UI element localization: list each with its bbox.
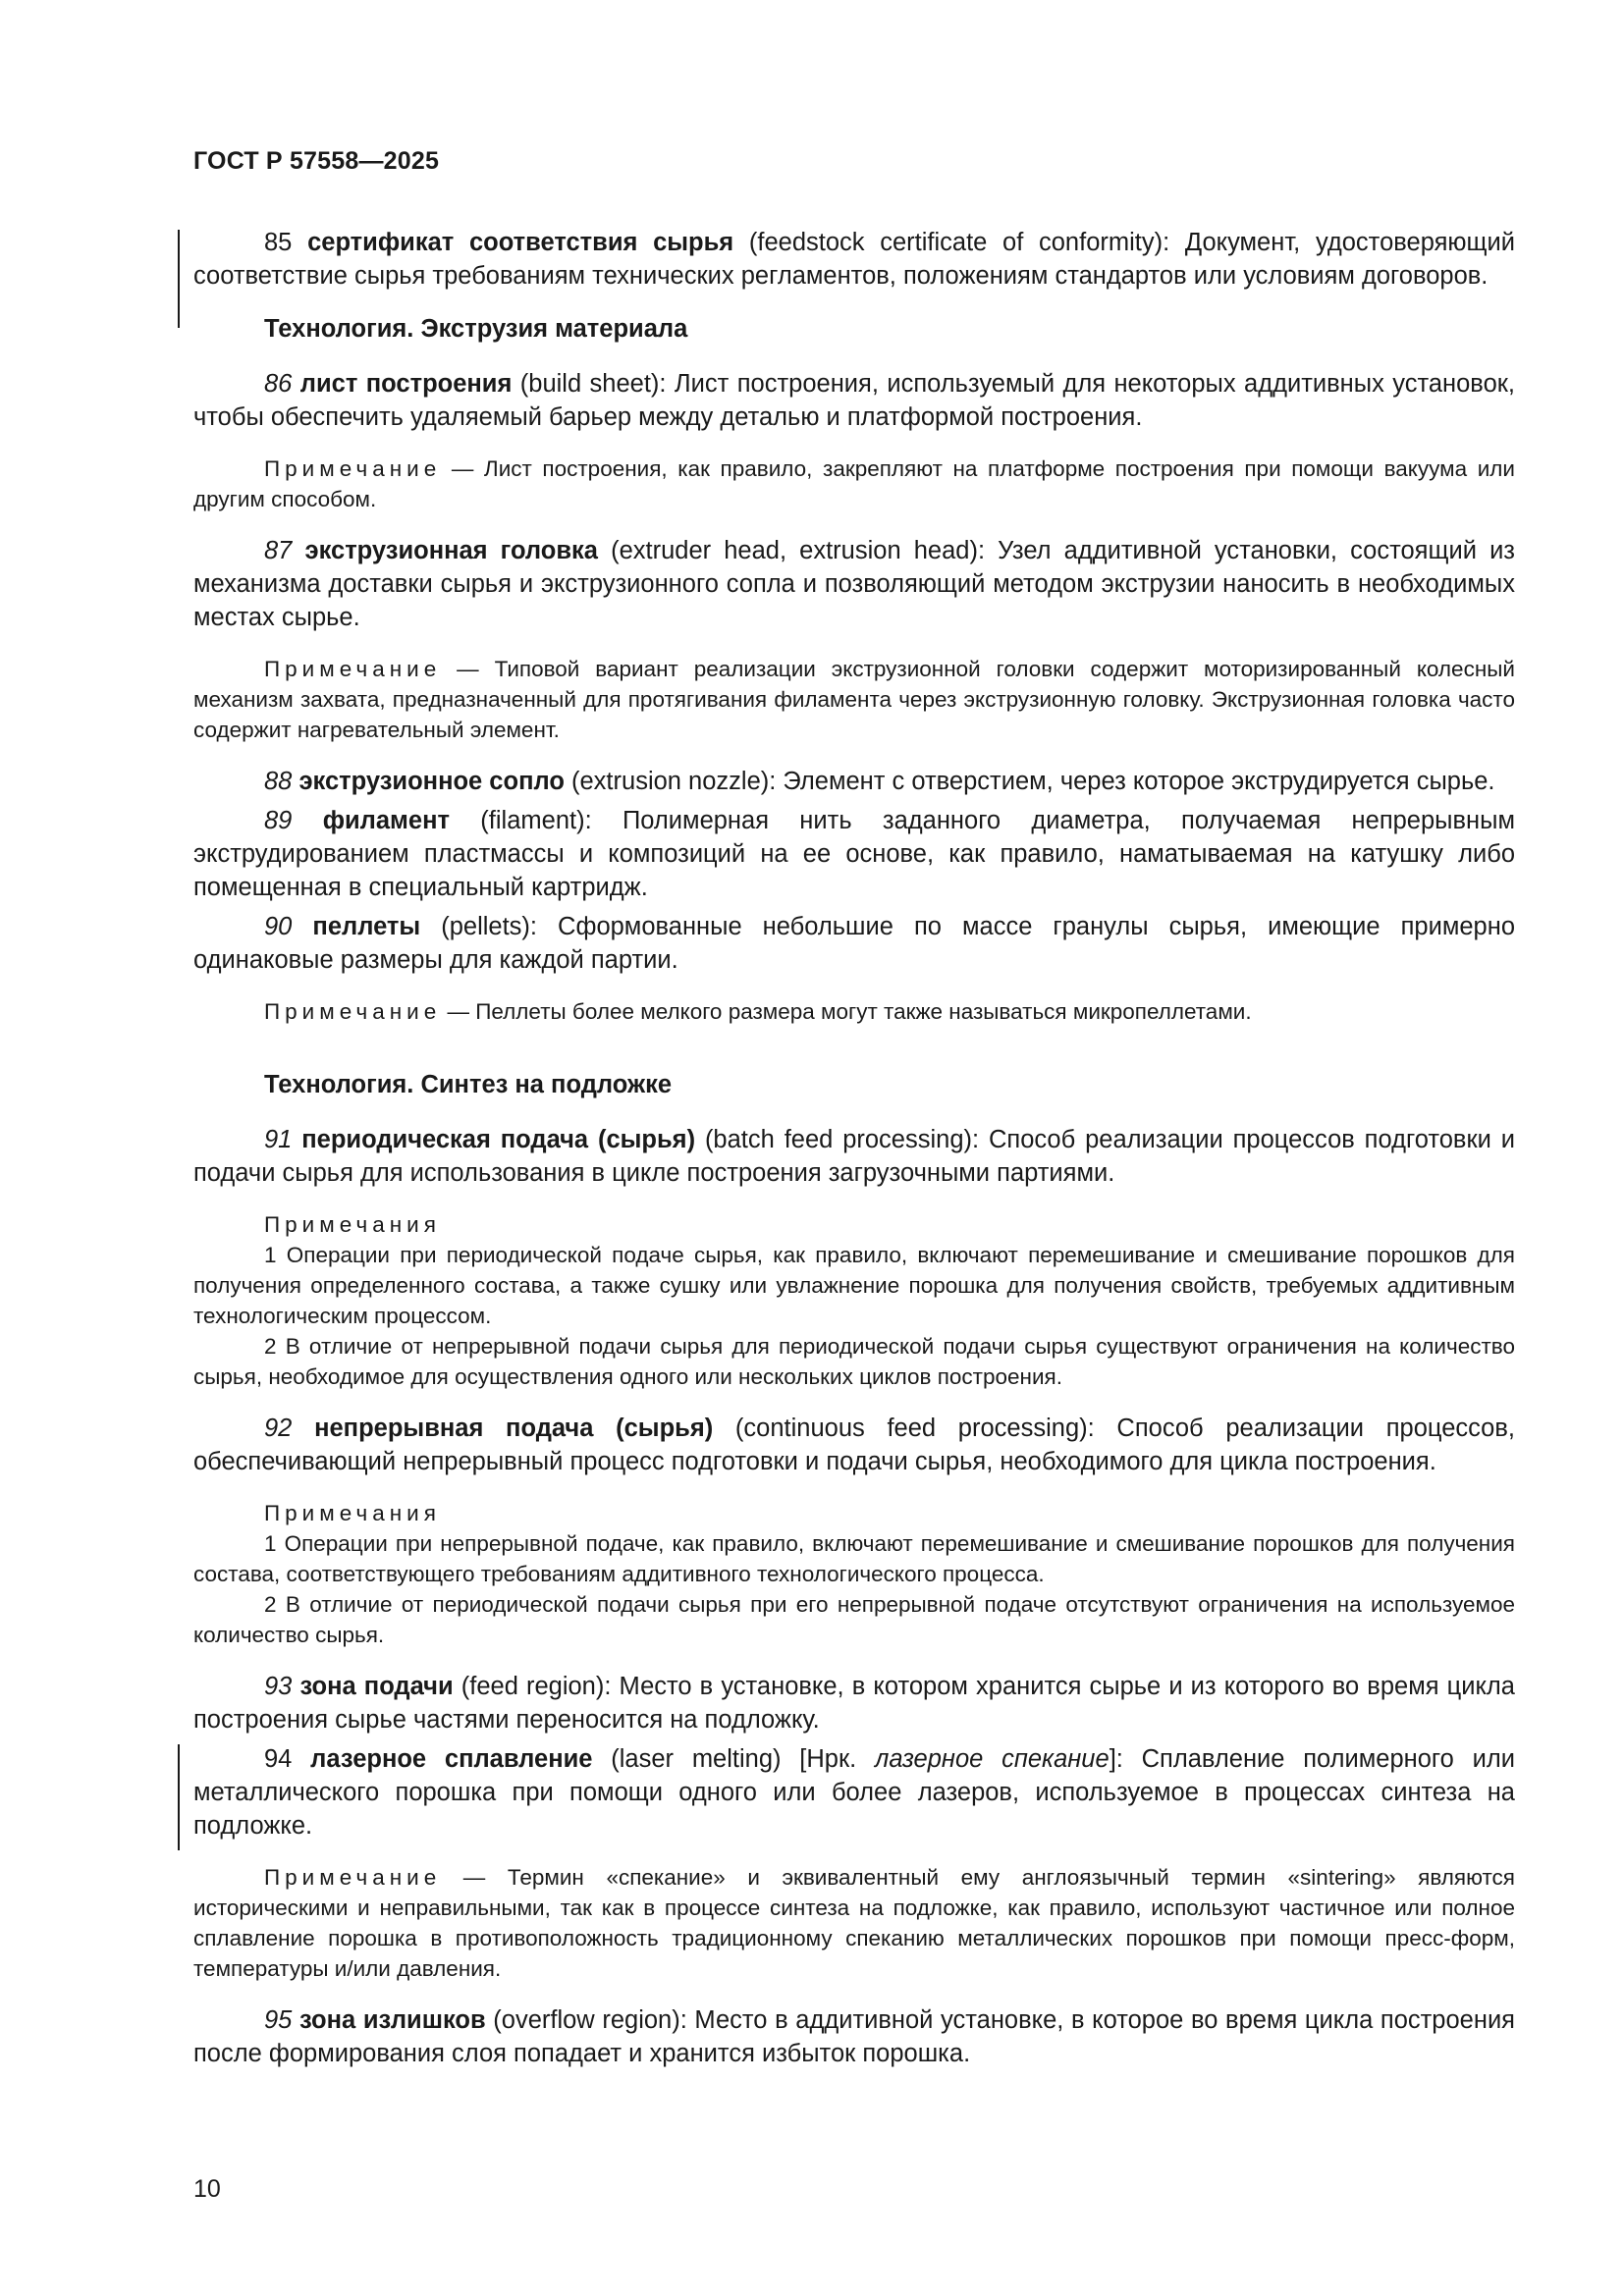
note-text: — Типовой вариант реализации экструзионной головки содержит моторизированный колесный механизм захвата, предназначенный для протягивания филамента через экструзионную головку. Экструзионная головка часто содержит нагревательный элемент. (193, 657, 1515, 742)
note-item: 1 Операции при непрерывной подаче, как правило, включают перемешивание и смешивание порошков для получения состава, соответствующего требованиям аддитивного технологического процесса. (193, 1531, 1515, 1586)
term-title: лазерное сплавление (310, 1745, 593, 1773)
page-number: 10 (193, 2175, 221, 2203)
term-definition-part: (laser melting) [Нрк. (592, 1745, 875, 1773)
term-title: периодическая подача (сырья) (301, 1126, 696, 1153)
term-number: 93 (264, 1673, 293, 1700)
section-heading-powder-bed: Технология. Синтез на подложке (264, 1071, 673, 1098)
term-entry-85 (193, 226, 1515, 293)
note-item: 2 В отличие от периодической подачи сырья при его непрерывной подаче отсутствуют ограничения на используемое количество сырья. (193, 1592, 1515, 1647)
term-title: зона подачи (299, 1673, 454, 1700)
term-number: 91 (264, 1126, 293, 1153)
term-number: 88 (264, 768, 293, 795)
term-entry-91 (193, 1123, 1515, 1190)
term-entry-87 (193, 534, 1515, 634)
note-text: — Лист построения, как правило, закрепляют на платформе построения при помощи вакуума или другим способом. (193, 456, 1515, 511)
notes-91 (193, 1209, 1515, 1392)
revision-change-bar (178, 230, 180, 328)
term-definition: (continuous feed processing): Способ реализации процессов, обеспечивающий непрерывный процесс подготовки и подачи сырья, необходимого для цикла построения. (193, 1415, 1515, 1475)
note-label: Примечание (264, 1865, 442, 1890)
standard-header: ГОСТ Р 57558—2025 (193, 147, 440, 175)
term-title: зона излишков (299, 2006, 486, 2034)
term-entry-86 (193, 367, 1515, 434)
term-definition: (extruder head, extrusion head): Узел аддитивной установки, состоящий из механизма доставки сырья и экструзионного сопла и позволяющий методом экструзии наносить в необходимых местах сырье. (193, 537, 1515, 631)
term-title: сертификат соответствия сырья (307, 229, 734, 256)
note-90 (193, 996, 1515, 1027)
note-text: — Пеллеты более мелкого размера могут также называться микропеллетами. (441, 999, 1252, 1024)
term-definition: (overflow region): Место в аддитивной установке, в которое во время цикла построения после формирования слоя попадает и хранится избыток порошка. (193, 2006, 1515, 2067)
term-number: 92 (264, 1415, 293, 1442)
revision-change-bar (178, 1744, 180, 1850)
term-number: 86 (264, 370, 293, 398)
term-title: экструзионное сопло (298, 768, 565, 795)
term-entry-88 (193, 765, 1515, 798)
term-entry-89 (193, 804, 1515, 904)
term-entry-94 (193, 1742, 1515, 1842)
term-definition: (feedstock certificate of conformity): Документ, удостоверяющий соответствие сырья требованиям технических регламентов, положениям стандартов или условиям договоров. (193, 229, 1515, 290)
note-label: Примечание (264, 657, 442, 681)
term-title: пеллеты (312, 913, 421, 940)
note-94 (193, 1862, 1515, 1984)
term-definition: (feed region): Место в установке, в котором хранится сырье и из которого во время цикла построения сырье частями переносится на подложку. (193, 1673, 1515, 1734)
note-item: 1 Операции при периодической подаче сырья, как правило, включают перемешивание и смешивание порошков для получения определенного состава, а также сушку или увлажнение порошка для получения свойств, требуемых аддитивным технологическим процессом. (193, 1243, 1515, 1328)
notes-92 (193, 1498, 1515, 1650)
term-entry-90 (193, 910, 1515, 977)
term-entry-95 (193, 2003, 1515, 2070)
term-definition-part: ]: Сплавление полимерного или металлического порошка при помощи одного или более лазеров, используемое в процессах синтеза на подложке. (193, 1745, 1516, 1840)
term-number: 87 (264, 537, 293, 564)
term-number: 90 (264, 913, 293, 940)
term-entry-93 (193, 1670, 1515, 1736)
note-label: Примечание (264, 999, 442, 1024)
term-title: экструзионная головка (304, 537, 598, 564)
term-number: 95 (264, 2006, 293, 2034)
note-text: — Термин «спекание» и эквивалентный ему англоязычный термин «sintering» являются историческими и неправильными, так как в процессе синтеза на подложке, как правило, используют частичное или полное сплавление порошка в противоположность традиционному спеканию металлических порошков при помощи пресс-форм, температуры и/или давления. (193, 1865, 1515, 1981)
term-entry-92 (193, 1412, 1515, 1478)
note-item: 2 В отличие от непрерывной подачи сырья для периодической подачи сырья существуют ограничения на количество сырья, необходимое для осуществления одного или нескольких циклов построения. (193, 1334, 1515, 1389)
term-definition: (extrusion nozzle): Элемент с отверстием, через которое экструдируется сырье. (564, 768, 1495, 795)
deprecated-term: лазерное спекание (874, 1745, 1110, 1773)
term-number: 85 (264, 229, 293, 256)
note-86 (193, 454, 1515, 514)
term-title: филамент (322, 807, 450, 834)
note-87 (193, 654, 1515, 745)
term-number: 89 (264, 807, 293, 834)
term-title: непрерывная подача (сырья) (314, 1415, 714, 1442)
term-number: 94 (264, 1745, 293, 1773)
term-title: лист построения (299, 370, 513, 398)
term-definition: (build sheet): Лист построения, используемый для некоторых аддитивных установок, чтобы обеспечить удаляемый барьер между деталью и платформой построения. (193, 370, 1515, 431)
notes-label: Примечания (264, 1212, 441, 1237)
notes-label: Примечания (264, 1501, 441, 1525)
term-definition: (filament): Полимерная нить заданного диаметра, получаемая непрерывным экструдированием пластмассы и композиций на ее основе, как правило, наматываемая на катушку либо помещенная в специальный картридж. (193, 807, 1515, 901)
note-label: Примечание (264, 456, 442, 481)
term-definition: (pellets): Сформованные небольшие по массе гранулы сырья, имеющие примерно одинаковые размеры для каждой партии. (193, 913, 1515, 974)
term-definition: (batch feed processing): Способ реализации процессов подготовки и подачи сырья для использования в цикле построения загрузочными партиями. (193, 1126, 1515, 1187)
document-body (193, 226, 1515, 2090)
section-heading-extrusion: Технология. Экструзия материала (264, 315, 688, 343)
